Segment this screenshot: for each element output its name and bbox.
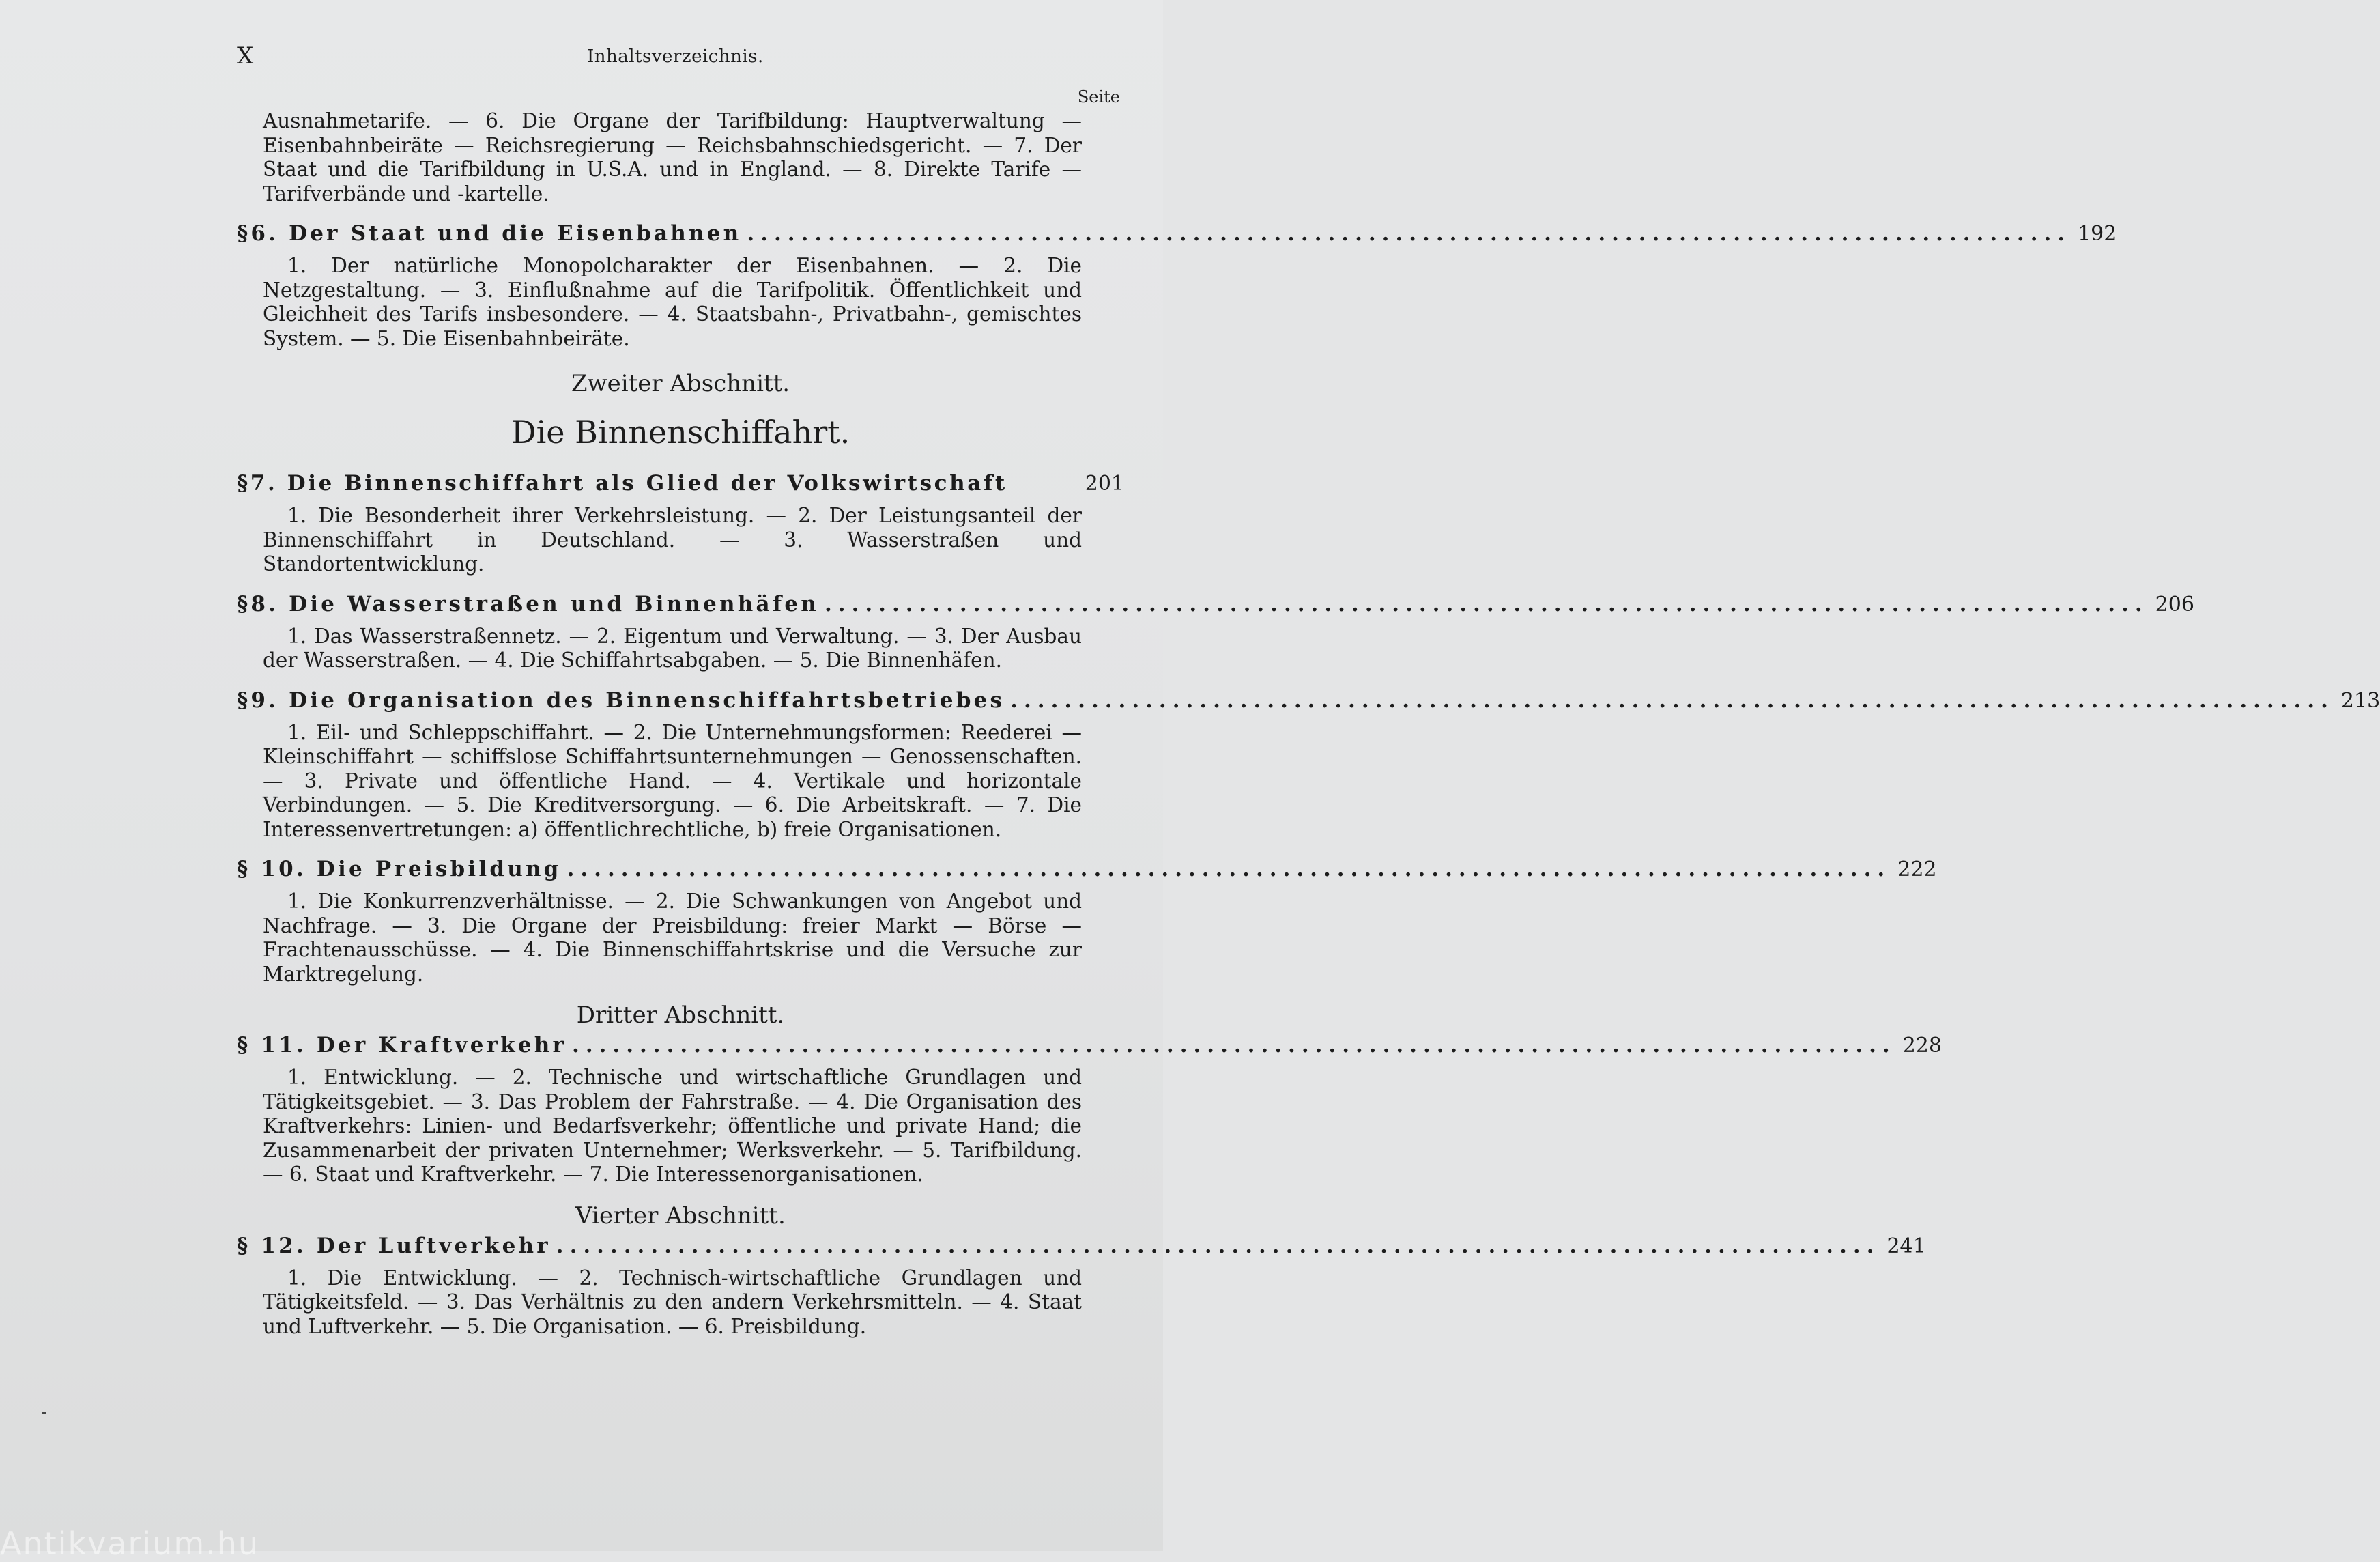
entry-title: §9. Die Organisation des Binnenschiffahrtsbetriebes [237,687,1005,713]
running-title: Inhaltsverzeichnis. [587,46,764,67]
entry-page-number: 206 [2155,592,2194,616]
entry-description: 1. Der natürliche Monopolcharakter der Eisenbahnen. — 2. Die Netzgestaltung. — 3. Einflußnahme auf die Tarifpolitik. Öffentlichkeit und Gleichheit des Tarifs insbesondere. — 4. Staatsbahn-, Privatbahn-, gemischtes System. — 5. Die Eisenbahnbeiräte. [263,254,1082,350]
toc-entry[interactable] [237,221,2117,351]
toc-entry[interactable] [237,857,1937,986]
toc-entry[interactable] [237,471,1124,577]
section-label: Zweiter Abschnitt. [571,370,790,397]
entry-page-number: 213 [2340,688,2380,713]
entry-page-number: 192 [2078,222,2117,246]
section-label: Dritter Abschnitt. [576,1002,785,1029]
entry-heading [237,591,2194,625]
entry-description-wrap [263,254,1082,351]
page-header [237,42,1124,76]
entry-title: §7. Die Binnenschiffahrt als Glied der Volkswirtschaft [237,471,1007,496]
entry-description-wrap [263,625,1082,673]
entry-description: 1. Die Entwicklung. — 2. Technisch-wirtschaftliche Grundlagen und Tätigkeitsfeld. — 3. Das Verhältnis zu den andern Verkehrsmitteln. — 4. Staat und Luftverkehr. — 5. Die Organisation. — 6. Preisbildung. [263,1266,1082,1338]
toc-content [237,42,2380,1354]
dot-leaders: .................................................................................................. [747,221,2071,246]
entry-description-wrap [263,1266,1082,1339]
toc-entry[interactable] [237,687,2380,842]
page-number: X [237,42,254,70]
section-label: Vierter Abschnitt. [575,1202,786,1230]
margin-mark [42,1412,46,1414]
toc-entry[interactable] [237,1033,1942,1187]
dot-leaders: .................................................................................................. [572,1033,1896,1057]
entry-description-wrap [263,1066,1082,1187]
entry-heading [237,1233,1926,1266]
entry-description: 1. Das Wasserstraßennetz. — 2. Eigentum und Verwaltung. — 3. Der Ausbau der Wasserstraßen. — 4. Die Schiffahrtsabgaben. — 5. Die Binnenhäfen. [263,624,1082,672]
dot-leaders: .................................................................................................. [567,857,1891,881]
entry-page-number: 228 [1902,1034,1942,1057]
section-title: Die Binnenschiffahrt. [511,414,850,451]
dot-leaders: .................................................................................................. [825,591,2149,616]
entry-heading [237,687,2380,721]
toc-entry[interactable] [237,1233,1926,1339]
entry-page-number: 222 [1897,857,1937,881]
entry-description: 1. Die Besonderheit ihrer Verkehrsleistung. — 2. Der Leistungsanteil der Binnenschiffahrt in Deutschland. — 3. Wasserstraßen und Standortentwicklung. [263,504,1082,576]
entry-description: 1. Die Konkurrenzverhältnisse. — 2. Die Schwankungen von Angebot und Nachfrage. — 3. Die Organe der Preisbildung: freier Markt — Börse — Frachtenausschüsse. — 4. Die Binnenschiffahrtskrise und die Versuche zur Marktregelung. [263,890,1082,986]
toc-entry-fragment [237,109,1124,206]
seite-label: Seite [1077,87,1120,106]
dot-leaders: .................................................................................................. [1010,687,2334,713]
entry-description-wrap [263,890,1082,986]
entry-page-number: 201 [1085,472,1124,496]
entry-description-wrap [263,721,1082,842]
entry-description: 1. Entwicklung. — 2. Technische und wirtschaftliche Grundlagen und Tätigkeitsgebiet. — 3. Das Problem der Fahrstraße. — 4. Die Organisation des Kraftverkehrs: Linien- und Bedarfsverkehr; öffentliche und private Hand; die Zusammenarbeit der privaten Unternehmer; Werksverkehr. — 5. Tarifbildung. — 6. Staat und Kraftverkehr. — 7. Die Interessenorganisationen. [263,1066,1082,1186]
entry-title: § 10. Die Preisbildung [237,857,562,881]
dot-leaders: .................................................................................................. [556,1233,1880,1258]
entry-page-number: 241 [1887,1234,1926,1258]
entry-description: 1. Eil- und Schleppschiffahrt. — 2. Die Unternehmungsformen: Reederei — Kleinschiffahrt — schiffslose Schiffahrtsunternehmungen — Genossenschaften. — 3. Private und öffentliche Hand. — 4. Vertikale und horizontale Verbindungen. — 5. Die Kreditversorgung. — 6. Die Arbeitskraft. — 7. Die Interessenvertretungen: a) öffentlichrechtliche, b) freie Organisationen. [263,720,1082,841]
entry-heading [237,221,2117,254]
watermark: Antikvarium.hu [0,1525,260,1562]
entry-description-wrap [263,504,1082,577]
entry-heading [237,857,1937,890]
entry-title: § 11. Der Kraftverkehr [237,1033,567,1057]
toc-entry[interactable] [237,591,2194,673]
entry-heading [237,471,1124,504]
entry-heading [237,1033,1942,1066]
entry-title: §8. Die Wasserstraßen und Binnenhäfen [237,591,819,616]
entry-title: §6. Der Staat und die Eisenbahnen [237,221,742,246]
entry-description: Ausnahmetarife. — 6. Die Organe der Tarifbildung: Hauptverwaltung — Eisenbahnbeiräte — Reichsregierung — Reichsbahnschiedsgericht. — 7. Der Staat und die Tarifbildung in U.S.A. und in England. — 8. Direkte Tarife — Tarifverbände und -kartelle. [263,109,1082,205]
entry-title: § 12. Der Luftverkehr [237,1233,551,1258]
